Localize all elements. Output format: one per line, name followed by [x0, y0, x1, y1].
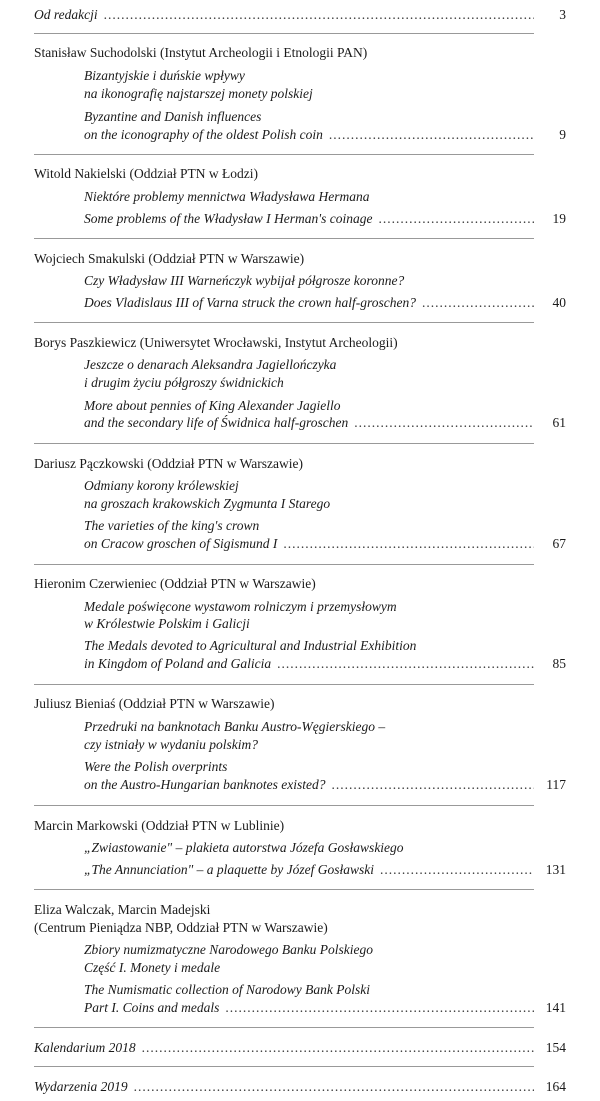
divider	[34, 1027, 534, 1028]
dot-leader	[354, 414, 534, 432]
page-number: 85	[552, 656, 566, 671]
dot-leader	[104, 6, 534, 24]
page-number: 61	[552, 415, 566, 430]
divider	[34, 684, 534, 685]
toc-entry-line[interactable]	[84, 655, 566, 673]
page-number: 3	[559, 7, 566, 22]
toc-author: Eliza Walczak, Marcin Madejski	[34, 902, 211, 917]
toc-tail-line[interactable]	[34, 1078, 566, 1096]
toc-entry-line[interactable]	[84, 126, 566, 144]
divider	[34, 889, 534, 890]
toc-tail-line[interactable]	[34, 1039, 566, 1057]
toc-title-en: „The Annunciation" – a plaquette by Józef Gosławski	[84, 862, 375, 877]
page-number: 117	[546, 777, 566, 792]
toc-entry-line[interactable]	[84, 776, 566, 794]
dot-leader	[331, 776, 534, 794]
toc-title-pl: Medale poświęcone wystawom rolniczym i przemysłowym	[84, 599, 397, 614]
toc-intro-title: Od redakcji	[34, 7, 98, 22]
page-number: 40	[552, 295, 566, 310]
toc-entry-line[interactable]	[84, 535, 566, 553]
toc-entry-line[interactable]	[84, 294, 566, 312]
toc-tail-title: Kalendarium 2018	[34, 1040, 136, 1055]
toc-entry-line[interactable]	[84, 861, 566, 879]
toc-title-en: Does Vladislaus III of Varna struck the crown half-groschen?	[84, 295, 416, 310]
toc-title-pl: Bizantyjskie i duńskie wpływy	[84, 68, 245, 83]
toc-title-en: More about pennies of King Alexander Jagiello	[84, 398, 341, 413]
dot-leader	[380, 861, 534, 879]
toc-title-en: Byzantine and Danish influences	[84, 109, 262, 124]
toc-tail-title: Wydarzenia 2019	[34, 1079, 128, 1094]
toc-title-pl: na ikonografię najstarszej monety polskiej	[84, 86, 313, 101]
divider	[34, 564, 534, 565]
toc-title-en: on the Austro-Hungarian banknotes existed?	[84, 777, 326, 792]
dot-leader	[225, 999, 534, 1017]
toc-title-en: The Medals devoted to Agricultural and Industrial Exhibition	[84, 638, 417, 653]
toc-author: Witold Nakielski (Oddział PTN w Łodzi)	[34, 166, 259, 181]
dot-leader	[142, 1039, 534, 1057]
toc-title-en: on Cracow groschen of Sigismund I	[84, 536, 278, 551]
divider	[34, 443, 534, 444]
divider	[34, 154, 534, 155]
page-number: 141	[545, 1000, 566, 1015]
toc-author: Marcin Markowski (Oddział PTN w Lublinie)	[34, 818, 285, 833]
divider	[34, 33, 534, 34]
toc-title-en: Some problems of the Władysław I Herman's coinage	[84, 211, 373, 226]
toc-author: Borys Paszkiewicz (Uniwersytet Wrocławski, Instytut Archeologii)	[34, 335, 398, 350]
toc-title-pl: Niektóre problemy mennictwa Władysława Hermana	[84, 189, 370, 204]
toc-title-en: Were the Polish overprints	[84, 759, 228, 774]
page-number: 67	[552, 536, 566, 551]
toc-author: Juliusz Bieniaś (Oddział PTN w Warszawie)	[34, 696, 275, 711]
toc-title-pl: Odmiany korony królewskiej	[84, 478, 239, 493]
page-number: 154	[545, 1040, 566, 1055]
toc-title-pl: Czy Władysław III Warneńczyk wybijał półgrosze koronne?	[84, 273, 405, 288]
toc-title-en: in Kingdom of Poland and Galicia	[84, 656, 272, 671]
dot-leader	[422, 294, 534, 312]
toc-title-pl: na groszach krakowskich Zygmunta I Starego	[84, 496, 331, 511]
toc-entry-line[interactable]	[84, 999, 566, 1017]
divider	[34, 238, 534, 239]
toc-author: Stanisław Suchodolski (Instytut Archeologii i Etnologii PAN)	[34, 45, 368, 60]
dot-leader	[134, 1078, 534, 1096]
toc-author: (Centrum Pieniądza NBP, Oddział PTN w Warszawie)	[34, 920, 328, 935]
toc-author: Dariusz Pączkowski (Oddział PTN w Warszawie)	[34, 456, 303, 471]
toc-title-en: The Numismatic collection of Narodowy Bank Polski	[84, 982, 370, 997]
dot-leader	[378, 210, 534, 228]
toc-title-pl: Przedruki na banknotach Banku Austro-Węgierskiego –	[84, 719, 386, 734]
toc-author: Hieronim Czerwieniec (Oddział PTN w Warszawie)	[34, 576, 316, 591]
toc-author: Wojciech Smakulski (Oddział PTN w Warszawie)	[34, 251, 305, 266]
divider	[34, 322, 534, 323]
toc-title-pl: „Zwiastowanie" – plakieta autorstwa Józefa Gosławskiego	[84, 840, 404, 855]
page-number: 9	[559, 127, 566, 142]
dot-leader	[329, 126, 534, 144]
toc-title-pl: w Królestwie Polskim i Galicji	[84, 616, 250, 631]
page-number: 164	[545, 1079, 566, 1094]
toc-entry-line[interactable]	[84, 414, 566, 432]
toc-entry-line[interactable]	[84, 210, 566, 228]
toc-intro-line[interactable]	[34, 6, 566, 24]
toc-title-pl: Jeszcze o denarach Aleksandra Jagiellończyka	[84, 357, 337, 372]
dot-leader	[283, 535, 534, 553]
toc-title-pl: i drugim życiu półgroszy świdnickich	[84, 375, 284, 390]
divider	[34, 805, 534, 806]
divider	[34, 1066, 534, 1067]
toc-title-pl: czy istniały w wydaniu polskim?	[84, 737, 258, 752]
toc-title-pl: Zbiory numizmatyczne Narodowego Banku Polskiego	[84, 942, 373, 957]
toc-title-en: Part I. Coins and medals	[84, 1000, 220, 1015]
toc-title-en: and the secondary life of Świdnica half-groschen	[84, 415, 349, 430]
dot-leader	[277, 655, 534, 673]
toc-title-pl: Część I. Monety i medale	[84, 960, 221, 975]
toc-title-en: The varieties of the king's crown	[84, 518, 260, 533]
toc-title-en: on the iconography of the oldest Polish coin	[84, 127, 323, 142]
page-number: 19	[552, 211, 566, 226]
page-number: 131	[545, 862, 566, 877]
